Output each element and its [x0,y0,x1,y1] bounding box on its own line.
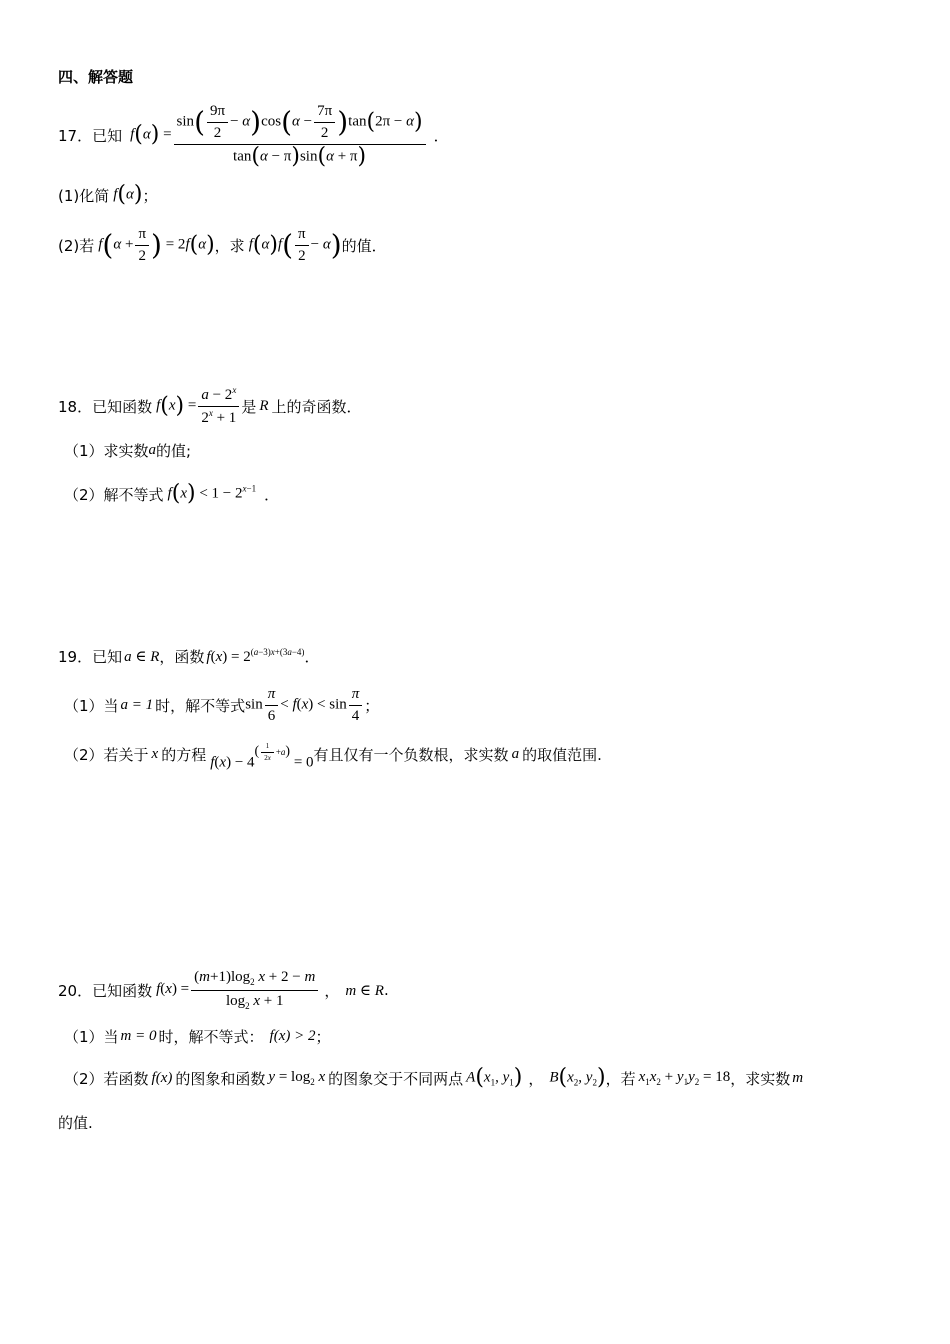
q20-p2-mid2: 的图象交于不同两点 [328,1069,464,1088]
q18-p1-label: （1）求实数 [64,441,149,460]
q20-p1-mid: 时，解不等式： [158,1027,264,1046]
q17-part-1 [58,180,158,210]
q19-end: ． [304,647,320,666]
q20-p2-mid4: ，求实数 [730,1069,791,1088]
q19-number: 19．已知 [58,647,123,666]
q19-p2-eq: $f(x) - 4^{( \frac{1}{2x} +a)} = 0$ [210,742,314,771]
q20-part-1 [64,1024,330,1048]
section-title: 四、解答题 [58,68,134,86]
q18-p2-expr: $f(x) < 1 - 2^{x-1}$ [167,481,257,506]
q20-p2-m: m [792,1069,804,1086]
q17-p2-label: (2)若 [58,236,95,255]
q19-p2-label: （2）若关于 [64,745,149,764]
question-17 [58,100,449,170]
q18-R: R [259,397,269,414]
q17-number: 17．已知 [58,126,123,145]
q20-cond: m ∈ R [345,982,384,999]
q17-fraction [174,102,426,168]
q18-part-2 [64,480,279,508]
question-19 [58,644,319,668]
q18-p1-var: a [148,441,157,458]
q20-p2-cond: $x_1x_2 + y_1y_2 = 18$ [638,1069,731,1087]
q20-p1-label: （1）当 [64,1027,119,1046]
q20-number: 20．已知函数 [58,981,153,1000]
q19-p2-tail2: 的取值范围. [522,745,602,764]
q19-p2-mid: 的方程 [161,745,207,764]
q20-p1-expr: f(x) > 2 [269,1027,316,1044]
q17-p1-end: ； [142,186,158,205]
q19-p1-mid: 时，解不等式 [155,696,246,715]
q20-p2-last: 的值. [58,1114,93,1132]
q19-p1-expr: sin $\frac{\pi}{6}$ < f(x) < sin $\frac{\pi}{4}$ [245,685,364,726]
q20-p1-end: ； [315,1027,331,1046]
q17-p2-end: 的值． [341,236,387,255]
q17-end: ． [433,126,449,145]
q19-part-1 [64,684,379,726]
q17-p2-mid: ，求 [214,236,245,255]
q20-p2-label: （2）若函数 [64,1069,149,1088]
question-18 [58,384,362,428]
q18-p2-label: （2）解不等式 [64,485,164,504]
q19-p1-label: （1）当 [64,696,119,715]
q19-p2-var2: a [511,745,520,762]
q19-cond: a ∈ R [124,648,160,665]
q17-p2-expr: f(α)f( $\frac{\pi}{2}$ − α) [248,225,342,264]
q19-p1-end: ； [364,696,380,715]
q18-part-1 [64,438,191,462]
q20-p2-fn: $y = \log_2 x$ [268,1069,326,1087]
q17-p1-expr: f(α) [113,182,143,207]
q20-p2-A: $A(x_1$, $y_1$) [466,1065,523,1090]
q18-mid: 是 [241,397,257,416]
q20-end: . [383,981,389,999]
q20-p2-B: $B(x_2$, $y_2$) [549,1065,606,1090]
question-20 [58,968,389,1012]
q18-end: 上的奇函数． [271,397,362,416]
q19-p2-var: x [151,745,159,762]
q18-p2-end: ． [264,485,280,504]
q20-p2-fx: f(x) [151,1069,173,1086]
q20-func: f(x) = $\frac{(m+1)\log_2 x + 2 - m}{\log_2 x + 1}$ [156,968,320,1012]
q17-part-2 [58,222,387,268]
q18-p1-end: 的值; [156,441,192,460]
q20-sep: ， [324,981,340,1000]
q17-f-alpha: f(α) = [130,122,172,147]
q19-func: $f(x) = 2^{(a-3)x+(3a-4)}$ [206,646,305,665]
q18-func: f(x) = $\frac{a - 2^x}{2^x + 1}$ [156,385,241,428]
q19-p1-cond: a = 1 [120,696,154,713]
q19-part-2 [64,736,602,772]
q20-p2-mid1: 的图象和函数 [175,1069,266,1088]
q20-part-2: （2）若函数 f(x) 的图象和函数 $y = \log_2 x$ 的图象交于不同两点 $A(x_1$, $y_1$) ， $B(x_2$, $y_2$) ，若 $x_1x_2 + y_1y_2 = 18$ ，求实数 m [64,1065,804,1090]
q20-p1-cond: m = 0 [120,1027,157,1044]
q19-mid: ，函数 [159,647,205,666]
q20-p2-mid3: ，若 [605,1069,636,1088]
q17-p2-cond: f(α + $\frac{\pi}{2}$ ) = 2f(α) [98,225,215,264]
q18-number: 18．已知函数 [58,397,153,416]
q17-denominator: tan(α − π)sin(α + π) [233,143,367,169]
q17-numerator: sin( $\frac{9\pi}{2}$ − α)cos(α − $\frac{7\pi}{2}$ )tan(2π − α) [174,102,426,145]
q17-p1-label: (1)化简 [58,186,110,205]
q19-p2-tail1: 有且仅有一个负数根，求实数 [313,745,509,764]
